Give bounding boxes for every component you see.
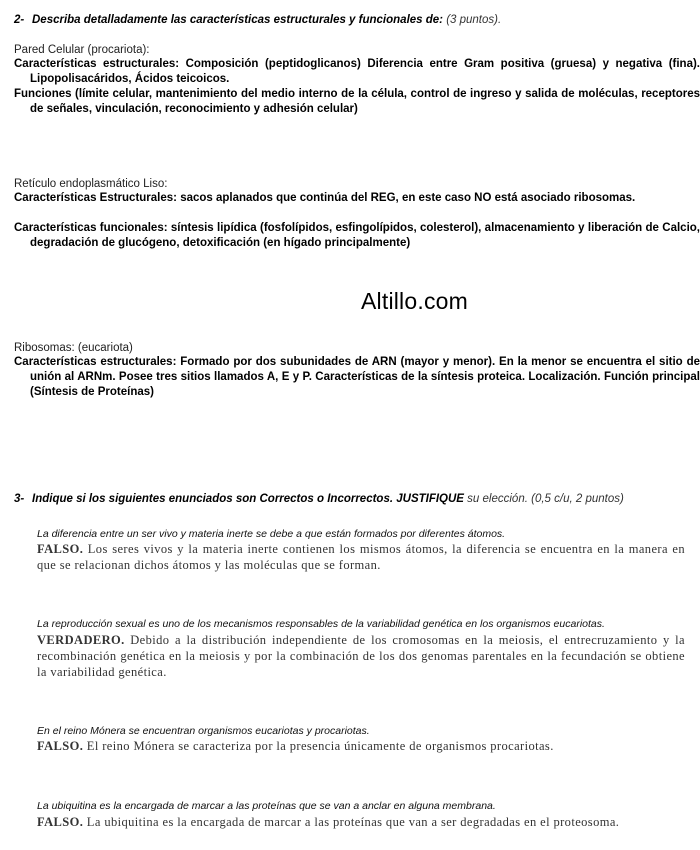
question-3-heading xyxy=(14,492,689,506)
question-3-points: (0,5 c/u, 2 puntos) xyxy=(527,493,624,505)
item-2-statement: La reproducción sexual es uno de los mecanismos responsables de la variabilidad genética en los organismos eucariotas. xyxy=(37,618,605,630)
item-2-answer-text: Debido a la distribución independiente de los cromosomas en la meiosis, el entrecruzamiento y la recombinación genética en la meiosis y por la combinación de los dos genomas parentales en la fecundación se obtiene la variabilidad genética. xyxy=(37,633,685,679)
item-1-statement: La diferencia entre un ser vivo y materia inerte se debe a que están formados por diferentes átomos. xyxy=(37,528,506,540)
item-4-answer xyxy=(37,814,685,830)
pared-title: Pared Celular (procariota): xyxy=(14,44,150,56)
question-3-text: Indique si los siguientes enunciados son Correctos o Incorrectos. JUSTIFIQUE xyxy=(32,493,464,505)
item-1-verdict: FALSO. xyxy=(37,542,84,556)
item-3-verdict: FALSO. xyxy=(37,739,84,753)
pared-funciones: Funciones (límite celular, mantenimiento del medio interno de la célula, control de ingreso y salida de moléculas, receptores de señales, vinculación, reconocimiento y adhesión celular) xyxy=(14,88,700,115)
ribosomas-estructurales: Características estructurales: Formado por dos subunidades de ARN (mayor y menor). En la menor se encuentra el sitio de unión al ARNm. Posee tres sitios llamados A, E y P. Características de la síntesis proteica. Localización. Función principal (Síntesis de Proteínas) xyxy=(14,356,700,398)
item-3-answer xyxy=(37,738,685,754)
altillo-watermark: Altillo.com xyxy=(361,288,469,314)
item-2-verdict: VERDADERO. xyxy=(37,633,125,647)
ribosomas-title: Ribosomas: (eucariota) xyxy=(14,342,133,354)
reticulo-funcionales: Características funcionales: síntesis lipídica (fosfolípidos, esfingolípidos, colesterol), almacenamiento y liberación de Calcio, degradación de glucógeno, detoxificación (en hígado principalmente) xyxy=(14,222,700,249)
question-2-text: Describa detalladamente las características estructurales y funcionales de: xyxy=(32,14,443,26)
pared-estructurales: Características estructurales: Composición (peptidoglicanos) Diferencia entre Gram positiva (gruesa) y negativa (fina). Lipopolisacáridos, Ácidos teicoicos. xyxy=(14,58,700,85)
question-2-points: (3 puntos). xyxy=(446,14,502,26)
item-3-answer-text: El reino Mónera se caracteriza por la presencia únicamente de organismos procariotas. xyxy=(83,739,554,753)
item-4-answer-text: La ubiquitina es la encargada de marcar a las proteínas que van a ser degradadas en el proteosoma. xyxy=(83,815,620,829)
question-3-choice: su elección. xyxy=(463,493,528,505)
question-2-heading xyxy=(14,13,689,27)
item-4-verdict: FALSO. xyxy=(37,815,84,829)
item-3-statement: En el reino Mónera se encuentran organismos eucariotas y procariotas. xyxy=(37,725,370,737)
item-1-answer xyxy=(37,541,685,573)
reticulo-title: Retículo endoplasmático Liso: xyxy=(14,178,168,190)
question-3-number: 3- xyxy=(14,493,25,505)
question-2-number: 2- xyxy=(14,14,25,26)
item-1-answer-text: Los seres vivos y la materia inerte contienen los mismos átomos, la diferencia se encuentra en la manera en que se relacionan dichos átomos y las moléculas que se forman. xyxy=(37,542,685,572)
reticulo-estructurales: Características Estructurales: sacos aplanados que continúa del REG, en este caso NO está asociado ribosomas. xyxy=(14,192,636,204)
item-4-statement: La ubiquitina es la encargada de marcar a las proteínas que se van a anclar en alguna membrana. xyxy=(37,800,496,812)
item-2-answer xyxy=(37,632,685,680)
